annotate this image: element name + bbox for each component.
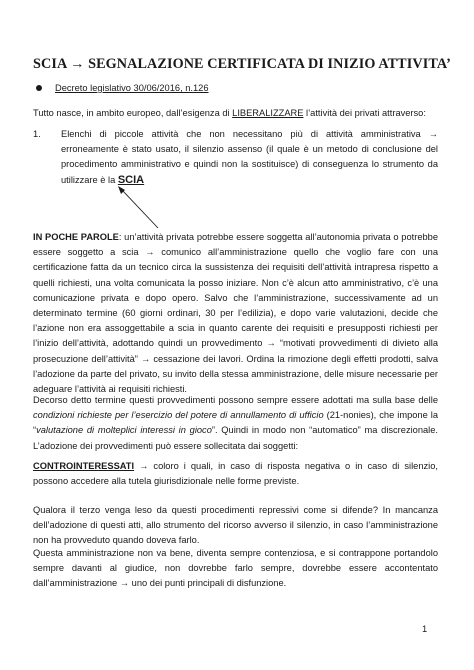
decorso-text-b: (21-nonies), che impone la “ — [33, 410, 438, 436]
decree-reference: Decreto legislativo 30/06/2016, n.126 — [55, 83, 209, 93]
list-number: 1. — [33, 129, 41, 139]
page-title: SCIA → SEGNALAZIONE CERTIFICATA DI INIZIO ATTIVITA’ — [33, 56, 451, 72]
controinteressati-heading: CONTROINTERESSATI — [33, 461, 135, 471]
page-number: 1 — [422, 624, 428, 634]
decorso-italic-interests: valutazione di molteplici interessi in gioco — [36, 425, 212, 436]
liberalizzare-keyword: LIBERALIZZARE — [232, 108, 304, 118]
summary-text: : un’attività privata potrebbe essere soggetta all’autonomia privata o potrebbe essere soggetto a scia → comunico all’amministrazione quello che voglio fare con una certificazione fatta da un tecnico circa la sussistenza dei requisiti dell’attività intrapresa rispetto a quelli richiesti, una volta comunicata la posso iniziare. Non c’è alcun atto amministrativo, c’è una comunicazione privata e dopo opero. Salvo che l’amministrazione, successivamente ad un determinato termine (60 giorni ordinari, 30 per l’edilizia), e dopo varie valutazioni, decide che l’azione non era assoggettabile a scia in quanto carente dei requisiti e presupposti richiesti per l’inizio dell’attività, adottando quindi un provvedimento → “motivati provvedimenti di divieto alla prosecuzione dell’attività” → cessazione dei lavori. Ordina la rimozione degli effetti prodotti, salva l’adozione da parte del privato, su invito della stessa amministrazione, delle misure necessarie per adeguare l’attività ai requisiti richiesti. — [33, 232, 439, 395]
decorso-italic-conditions: condizioni richieste per l’esercizio del potere di annullamento di ufficio — [33, 410, 324, 421]
scia-keyword: SCIA — [117, 173, 145, 186]
summary-paragraph — [33, 230, 438, 397]
intro-text-after: l’attività dei privati attraverso: — [303, 108, 426, 118]
controinteressati-paragraph — [33, 459, 438, 489]
decorso-paragraph — [33, 393, 438, 454]
amministrazione-paragraph: Questa amministrazione non va bene, diventa sempre contenziosa, e si contrappone portandolo sempre davanti al giudice, non dovrebbe farlo sempre, dovrebbe essere accontentato dall’amministrazione → uno dei punti principali di disfunzione. — [33, 548, 438, 589]
controinteressati-text: → coloro i quali, in caso di risposta negativa o in caso di silenzio, possono accedere alla tutela giurisdizionale nelle forme previste. — [33, 461, 438, 487]
intro-text-before: Tutto nasce, in ambito europeo, dall’esigenza di — [33, 108, 233, 118]
list-item-text: Elenchi di piccole attività che non necessitano più di attività amministrativa → erroneamente è stato usato, il silenzio assenso (il quale è un metodo di conclusione del procedimento amministrativo e quindi non la sostituisce) di conseguenza lo strumento da utilizzare è la — [61, 129, 438, 185]
decorso-text-a: Decorso detto termine questi provvedimenti possono sempre essere adottati ma sulla base delle — [33, 395, 438, 405]
difesa-paragraph: Qualora il terzo venga leso da questi procedimenti repressivi come si difende? In mancanza dell’adozione di questi atti, allo strumento del ricorso avverso il silenzio, in caso l’amministrazione non ha provveduto quando doveva farlo. — [33, 505, 438, 546]
decorso-text-c: ”. Quindi in modo non “automatico” ma discrezionale. L’adozione dei provvedimenti può essere sollecitata dai soggetti: — [33, 425, 438, 451]
summary-heading: IN POCHE PAROLE — [33, 232, 119, 242]
